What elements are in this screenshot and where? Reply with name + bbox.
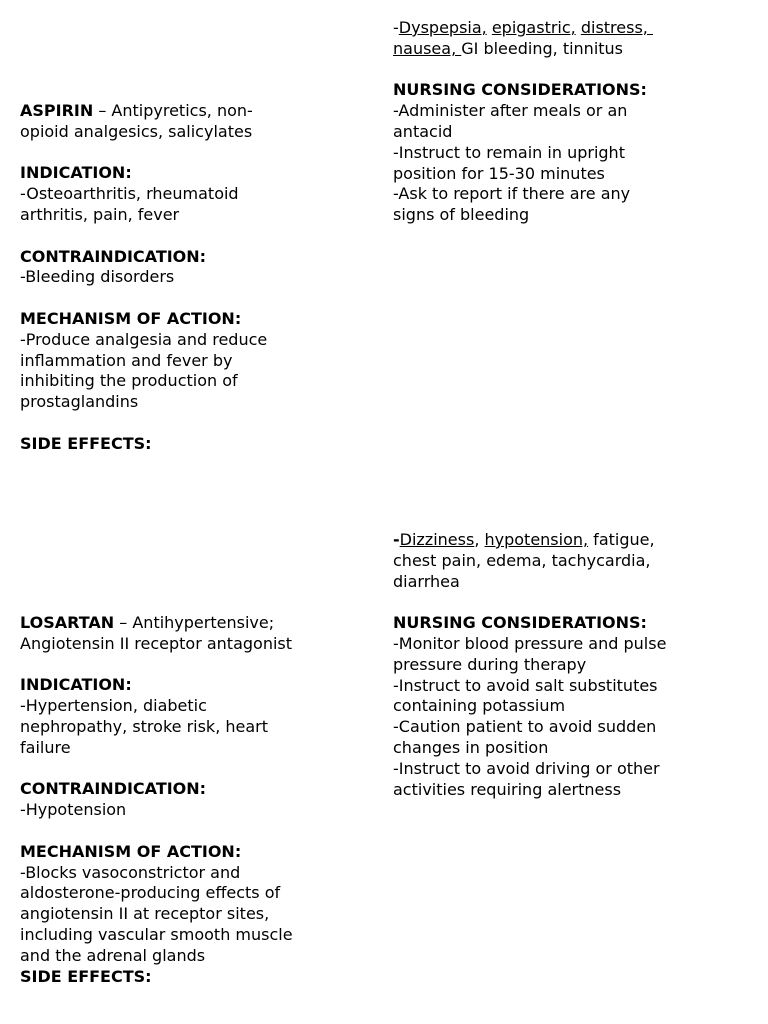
aspirin-side-effects-line-1 (393, 18, 753, 39)
spacer (393, 60, 753, 81)
losartan-side-effects-line-3: diarrhea (393, 571, 460, 591)
aspirin-mechanism-text: -Produce analgesia and reduce (20, 329, 268, 349)
losartan-nursing-text: changes in position (393, 737, 549, 757)
losartan-side-effect-dizziness: Dizziness (399, 530, 475, 549)
losartan-side-effects-section (393, 530, 753, 800)
aspirin-nursing-heading: NURSING CONSIDERATIONS: (393, 80, 647, 100)
aspirin-side-effects-section (393, 18, 753, 226)
losartan-side-effects-line-2: chest pain, edema, tachycardia, (393, 550, 651, 570)
losartan-mechanism-text: including vascular smooth muscle (20, 924, 293, 944)
aspirin-side-effects-heading: SIDE EFFECTS: (20, 433, 152, 453)
losartan-mechanism-text: and the adrenal glands (20, 945, 206, 965)
aspirin-drug-class: – Antipyretics, non- (93, 101, 253, 120)
losartan-contraindication-text: -Hypotension (20, 800, 127, 820)
losartan-side-effects-dash: - (393, 530, 400, 549)
losartan-nursing-text: containing potassium (393, 696, 566, 716)
aspirin-mechanism-text: inhibiting the production of (20, 371, 238, 391)
losartan-side-effects-heading: SIDE EFFECTS: (20, 966, 152, 986)
aspirin-nursing-text: -Ask to report if there are any (393, 184, 631, 204)
losartan-drug-class: – Antihypertensive; (114, 613, 275, 632)
losartan-side-effects-line-1 (393, 530, 753, 551)
losartan-contraindication-heading: CONTRAINDICATION: (20, 779, 207, 799)
losartan-nursing-heading: NURSING CONSIDERATIONS: (393, 613, 647, 633)
losartan-drug-name: LOSARTAN (20, 613, 115, 632)
aspirin-mechanism-text: inflammation and fever by (20, 350, 233, 370)
aspirin-nursing-text: signs of bleeding (393, 205, 530, 225)
losartan-nursing-text: -Instruct to avoid driving or other (393, 758, 660, 778)
losartan-side-effects-rest: fatigue, (588, 530, 655, 549)
spacer (20, 759, 370, 780)
aspirin-drug-class-cont: opioid analgesics, salicylates (20, 121, 253, 141)
aspirin-contraindication-heading: CONTRAINDICATION: (20, 246, 207, 266)
spacer (20, 288, 370, 309)
losartan-nursing-text: -Caution patient to avoid sudden (393, 717, 657, 737)
losartan-indication-text: nephropathy, stroke risk, heart (20, 716, 268, 736)
spacer (20, 821, 370, 842)
aspirin-side-effect-distress: distress, (580, 18, 653, 37)
losartan-side-effects-sep: , (474, 530, 485, 549)
losartan-nursing-text: -Instruct to avoid salt substitutes (393, 675, 658, 695)
aspirin-card (20, 101, 370, 455)
aspirin-indication-heading: INDICATION: (20, 163, 132, 183)
losartan-mechanism-text: angiotensin II at receptor sites, (20, 904, 270, 924)
spacer (20, 226, 370, 247)
aspirin-side-effect-dyspepsia: Dyspepsia, (398, 18, 487, 37)
losartan-indication-text: -Hypertension, diabetic (20, 696, 207, 716)
losartan-nursing-text: -Monitor blood pressure and pulse (393, 633, 667, 653)
aspirin-mechanism-heading: MECHANISM OF ACTION: (20, 308, 242, 328)
aspirin-side-effects-rest: GI bleeding, tinnitus (461, 38, 624, 58)
spacer (20, 655, 370, 676)
aspirin-indication-text: -Osteoarthritis, rheumatoid (20, 184, 239, 204)
aspirin-drug-name: ASPIRIN (20, 101, 94, 120)
aspirin-nursing-text: -Instruct to remain in upright (393, 142, 625, 162)
losartan-nursing-text: activities requiring alertness (393, 779, 622, 799)
losartan-indication-text: failure (20, 737, 71, 757)
losartan-title-line-1 (20, 613, 370, 634)
spacer (20, 143, 370, 164)
aspirin-side-effect-nausea: nausea, (393, 38, 462, 58)
losartan-drug-class-cont: Angiotensin II receptor antagonist (20, 633, 293, 653)
spacer (20, 413, 370, 434)
losartan-side-effect-hypotension: hypotension, (484, 530, 589, 549)
aspirin-nursing-text: -Administer after meals or an (393, 101, 628, 121)
losartan-nursing-text: pressure during therapy (393, 654, 587, 674)
losartan-card (20, 613, 370, 987)
aspirin-contraindication-text: -Bleeding disorders (20, 267, 175, 287)
aspirin-nursing-text: position for 15-30 minutes (393, 163, 605, 183)
losartan-mechanism-text: aldosterone-producing effects of (20, 883, 281, 903)
aspirin-side-effects-line-2 (393, 39, 753, 60)
aspirin-title-line-1 (20, 101, 370, 122)
aspirin-side-effect-epigastric: epigastric, (491, 18, 576, 37)
losartan-mechanism-heading: MECHANISM OF ACTION: (20, 841, 242, 861)
aspirin-mechanism-text: prostaglandins (20, 392, 139, 412)
losartan-mechanism-text: -Blocks vasoconstrictor and (20, 862, 241, 882)
aspirin-side-effects-dash: - (393, 18, 399, 37)
aspirin-indication-text: arthritis, pain, fever (20, 204, 180, 224)
losartan-indication-heading: INDICATION: (20, 675, 132, 695)
aspirin-nursing-text: antacid (393, 121, 453, 141)
spacer (393, 592, 753, 613)
